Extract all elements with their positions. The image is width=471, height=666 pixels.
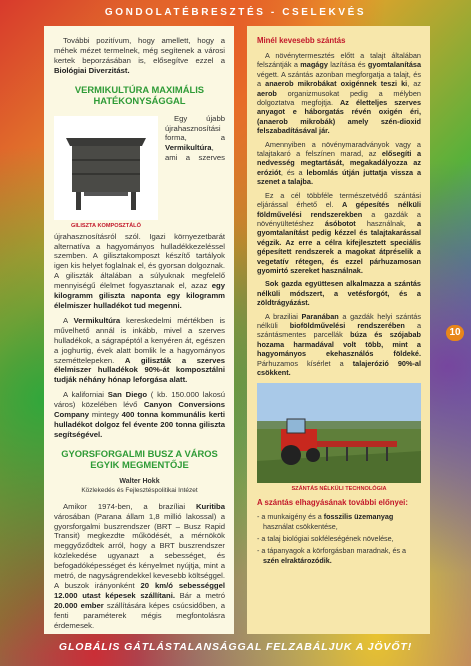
bus-section-title: GYORSFORGALMI BUSZ A VÁROS EGYIK MEGMENTŐJE xyxy=(61,447,218,470)
text: - a munkaigény és a xyxy=(257,512,324,522)
list-item xyxy=(257,534,421,543)
list-item xyxy=(257,512,421,531)
bold-text: anaerob mikrobákat oxigénnek teszi ki xyxy=(265,79,408,89)
text: - a talaj biológiai sokféleségének növelése, xyxy=(257,534,394,543)
right-paragraph-5 xyxy=(257,312,421,378)
text: A növénytermesztés előtt a talajt általában felszántják a xyxy=(257,51,421,70)
bold-text: Paranában xyxy=(301,311,339,321)
page-header xyxy=(0,0,471,24)
header-title: GONDOLATÉBRESZTÉS - CSELEKVÉS xyxy=(104,7,367,18)
text: Bár a metró xyxy=(174,590,225,600)
bold-text: szén elraktározódik. xyxy=(263,555,332,565)
bold-text: San Diego xyxy=(107,390,148,400)
text: organizmusokat pedig a mélyben dolgoztatva megfojtja. xyxy=(257,88,421,108)
bold-text: Kuritiba xyxy=(195,501,225,511)
bold-text: fosszilis üzemanyag xyxy=(323,512,394,522)
right-paragraph-2 xyxy=(257,140,421,187)
text: A braziliai xyxy=(265,311,302,321)
benefits-list xyxy=(257,512,421,564)
bold-text: A giliszták a szerves élelmiszer hulladékok 90%-át komposztálni tudják néhány hónap leforgása alatt. xyxy=(54,355,225,385)
text: Amikor 1974-ben, a brazíliai xyxy=(63,501,196,511)
bold-text: Biológiai Diverzitást. xyxy=(54,65,130,75)
bold-text: egy kilogramm giliszta naponta egy kilogramm élelmiszer hulladékot tud megenni. xyxy=(54,281,225,310)
vermi-paragraph-2 xyxy=(54,316,225,385)
bold-text: 20 km/ó sebességgel 12.000 utast képesek szállítani. xyxy=(54,581,225,600)
bold-text: Az életteljes szerves anyagot e háborgatás révén oxigén éri, (anaerob mikrobák) amely szén-dioxid felszabadításával jár. xyxy=(257,98,421,136)
text: végett. A szántás azonban megforgatja a talajt, és a xyxy=(257,69,421,89)
bold-text: Canyon Conversions Company xyxy=(54,400,225,420)
right-paragraph-1 xyxy=(257,51,421,136)
bold-text: elősegíti a nedvesség megtartását, megakadályozza az eróziót xyxy=(257,149,422,177)
left-column xyxy=(44,26,234,634)
text: , az xyxy=(407,79,422,89)
compost-image-caption: GILISZTA KOMPOSZTÁLÓ xyxy=(71,222,141,229)
tractor-photo xyxy=(257,383,421,483)
text: a szántásmentes parcellák xyxy=(257,320,421,340)
text: Egy újabb újrahasznosítási forma, a xyxy=(165,113,225,143)
bold-text: A gépesítés nélküli földművelési rendszerekben xyxy=(257,200,421,219)
tractor-photo-caption: SZÁNTÁS NÉLKÜLI TECHNOLÓGIA xyxy=(291,486,387,493)
footer-title: GLOBÁLIS GÁTLÁSTALANSÁGGAL FELZABÁLJUK A JÖVŐT! xyxy=(58,641,413,653)
text: a gazdák helyi szántás nélküli xyxy=(257,311,421,330)
text: Amennyiben a növénymaradványok vagy a talajtakaró a felszínen marad, az xyxy=(257,139,421,159)
right-section-title: Minél kevesebb szántás xyxy=(257,36,346,45)
text: - a tápanyagok a körforgásban maradnak, és a xyxy=(257,546,407,556)
bold-text: magágy xyxy=(300,60,328,70)
text: városában (Parana állam 1,8 millió lakossal) a gyorsforgalmi buszrendszer (BRT – Busz Rapid Transit) megkezdte működését, a mérnökök meggyőződtek arról, hogy a BRT buszrendszer közlekedése ugyanazt a sebességet, és befogadóképességet és kényelmet nyújtja, mint a metró, de nagyságrendekkel kevesebb költséggel. A buszok irányonként xyxy=(54,511,225,590)
bold-text: aerob xyxy=(257,88,277,98)
text: szállítására képes csúcsidőben, a fenti paraméterek mégis megfontolásra érdemesek. xyxy=(54,600,225,630)
right-column xyxy=(247,26,430,634)
bold-text: búza és szójabab hozama harmadával volt több, mint a hagyományos ekehasználós földeké. xyxy=(257,330,421,359)
right-paragraph-3 xyxy=(257,191,421,276)
bold-text: 400 tonna kommunális kerti hulladékot dolgoz fel évente 200 tonna giliszta segítségével. xyxy=(54,410,225,439)
compost-bin-image xyxy=(54,116,158,220)
text: lazítása és xyxy=(327,60,368,70)
text: használnak, xyxy=(355,218,417,228)
text: A kaliforniai xyxy=(63,390,108,400)
text: kereskedelmi mértékben is művelhető annál is inkább, mivel a szerves hulladékok, a ságrapéptól a kenyéren át, egészen a joghurtig, évek alatt bomlik le a hagyományos szeméttelepeken. xyxy=(54,315,225,365)
bus-author: Walter Hokk xyxy=(119,477,160,485)
text: Párhuzamos kísérlet a xyxy=(257,358,353,368)
text: a gazdák a növényültetéshez xyxy=(257,209,421,228)
text: használat csökkentése, xyxy=(263,521,338,531)
bold-text: Vermikultúra xyxy=(73,315,121,325)
compost-bin-illustration xyxy=(54,116,158,220)
bold-text: Vermikultúra xyxy=(165,143,212,153)
bold-text: lebomlás útján juttatja vissza a szenet a talajba. xyxy=(257,167,422,187)
vermi-paragraph-3 xyxy=(54,390,225,440)
tractor-photo-figure xyxy=(257,383,421,483)
text: További pozitívum, hogy amellett, hogy a méhek mézet termelnek, még segítenek a városi kertek beporzásában is, elősegítve ezzel a xyxy=(54,36,225,65)
compost-image-figure xyxy=(54,116,158,229)
text: A xyxy=(63,315,74,325)
bold-text: Sok gazda együttesen alkalmazza a szántás nélküli módszert, a vetésforgót, és a zöldtrágyázást. xyxy=(257,279,421,308)
bold-text: talajerózió 90%-al csökkent. xyxy=(257,358,421,377)
text: Ez a cél többféle természetvédő szántási eljárással érhető el. xyxy=(257,190,421,210)
bold-text: bioföldművelési rendszerében xyxy=(289,320,405,330)
intro-paragraph xyxy=(54,36,225,76)
bus-paragraph-1 xyxy=(54,502,225,631)
bold-text: gyomtalanítása xyxy=(367,60,421,70)
bold-text: 20.000 ember xyxy=(54,600,104,610)
list-item xyxy=(257,546,421,565)
benefits-title: A szántás elhagyásának további előnyei: xyxy=(257,498,408,508)
vermi-section-title: VERMIKULTÚRA MAXIMÁLIS HATÉKONYSÁGGAL xyxy=(74,83,205,106)
bold-text: a gyomtalanítást pedig kézzel és talajtakarással végzik. Az erre a célra kifejlesztett speciális gépesített rendszerek a magokat átpréselik a vegetatív rétegen, és ezzel párhuzamosan gyomirtó szereket használnak. xyxy=(257,218,421,275)
bus-organization: Közlekedés és Fejlesztéspolitikai Intézet xyxy=(81,486,198,494)
page-number-badge: 10 xyxy=(446,325,464,341)
text: mintegy xyxy=(89,410,122,420)
text: , ami a szerves újrahasznosításról szól. Igazi környezetbarát alternatíva a hagyományos hulladékkezeléssel szemben. A gilisztakomposzt készítő tartályok igen kis helyet foglalnak el, és gyorsan dolgoznak. A giliszták általában a súlyuknak megfelelő mennyiségű élelmet fogyasztanak el, azaz xyxy=(54,143,225,291)
text: ( kb. 150.000 lakosú város) közelében lévő xyxy=(54,390,226,410)
bold-text: ásóbotot xyxy=(324,218,356,228)
right-paragraph-4 xyxy=(257,279,421,307)
text: , és a xyxy=(280,167,307,177)
